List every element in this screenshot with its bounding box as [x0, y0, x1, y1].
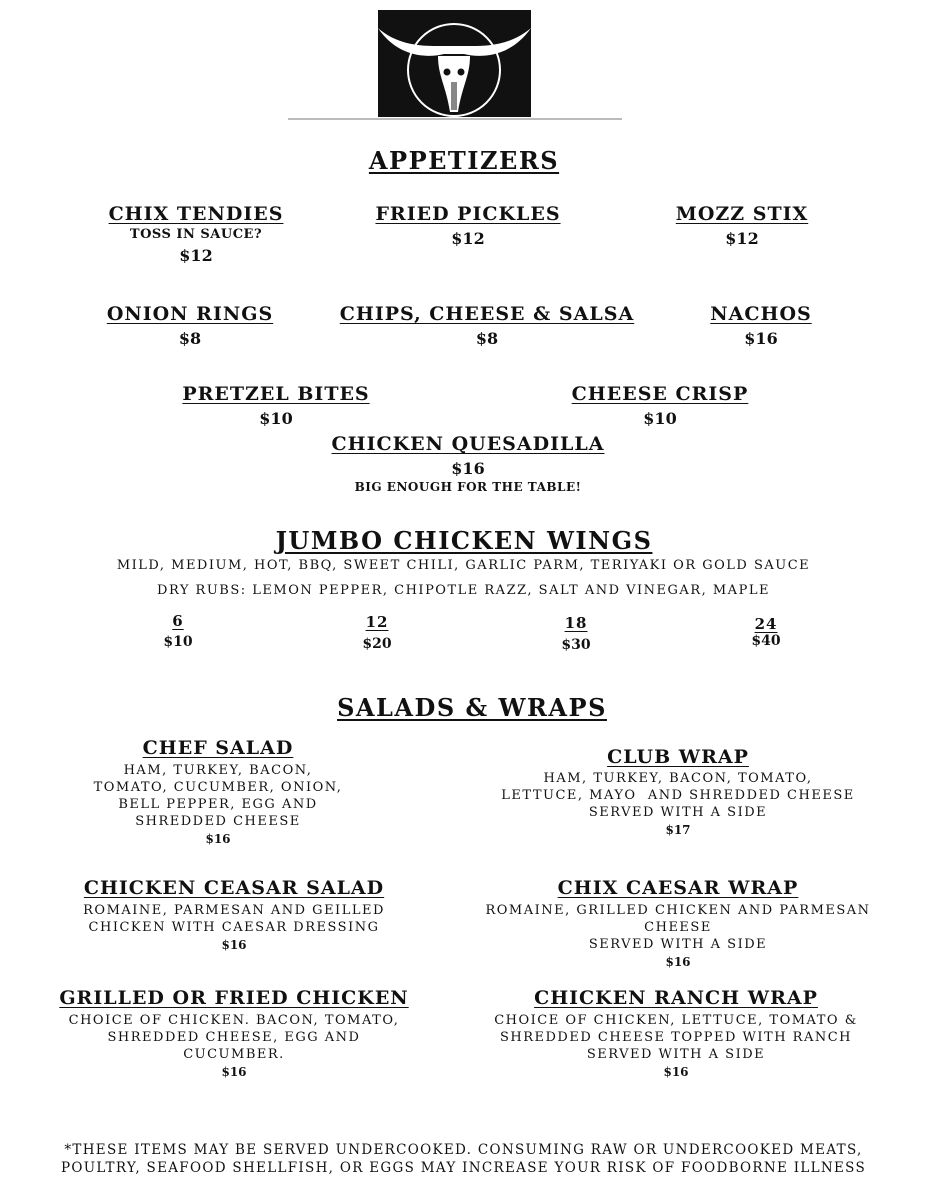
wing-price: $40 — [751, 633, 781, 649]
menu-item — [337, 303, 637, 348]
salad-item — [466, 987, 886, 1079]
item-desc: BELL PEPPER, EGG AND — [118, 797, 318, 812]
item-price: $8 — [178, 329, 202, 348]
item-desc: HAM, TURKEY, BACON, TOMATO, — [543, 771, 813, 786]
item-price: $16 — [451, 459, 485, 478]
item-price: $16 — [221, 1065, 247, 1079]
item-desc: CHICKEN WITH CAESAR DRESSING — [88, 920, 380, 935]
item-name: CHICKEN CEASAR SALAD — [83, 877, 385, 899]
item-price: $16 — [221, 938, 247, 952]
item-name: CHICKEN RANCH WRAP — [534, 987, 818, 1009]
item-desc: ROMAINE, GRILLED CHICKEN AND PARMESAN — [485, 903, 871, 918]
item-price: $17 — [665, 823, 691, 837]
wings-sauces: MILD, MEDIUM, HOT, BBQ, SWEET CHILI, GARLIC PARM, TERIYAKI OR GOLD SAUCE — [116, 558, 811, 573]
wing-size — [726, 615, 806, 649]
item-note: BIG ENOUGH FOR THE TABLE! — [354, 480, 582, 494]
appetizers-heading: APPETIZERS — [368, 146, 560, 175]
item-price: $10 — [259, 409, 293, 428]
disclaimer-line: *THESE ITEMS MAY BE SERVED UNDERCOOKED. CONSUMING RAW OR UNDERCOOKED MEATS, — [64, 1142, 863, 1158]
menu-item — [550, 383, 770, 428]
item-price: $16 — [663, 1065, 689, 1079]
logo-divider — [288, 118, 622, 120]
item-desc: CHOICE OF CHICKEN, LETTUCE, TOMATO & — [494, 1013, 858, 1028]
wings-rubs: DRY RUBS: LEMON PEPPER, CHIPOTLE RAZZ, SALT AND VINEGAR, MAPLE — [157, 583, 770, 598]
item-price: $16 — [665, 955, 691, 969]
menu-item — [80, 303, 300, 348]
wing-count: 6 — [172, 612, 184, 630]
menu-item — [86, 203, 306, 265]
item-name: CHICKEN QUESADILLA — [331, 433, 605, 455]
item-desc: CUCUMBER. — [183, 1047, 285, 1062]
item-name: CHIX CAESAR WRAP — [557, 877, 799, 899]
item-desc: SHREDDED CHEESE, EGG AND — [107, 1030, 361, 1045]
disclaimer-line: POULTRY, SEAFOOD SHELLFISH, OR EGGS MAY INCREASE YOUR RISK OF FOODBORNE ILLNESS — [60, 1160, 867, 1176]
item-name: ONION RINGS — [106, 303, 274, 325]
salads-heading: SALADS & WRAPS — [337, 693, 607, 722]
item-desc: CHEESE — [644, 920, 712, 935]
wing-price: $30 — [561, 637, 591, 653]
wing-size — [536, 614, 616, 653]
item-note: TOSS IN SAUCE? — [129, 227, 263, 242]
item-name: CHEF SALAD — [142, 737, 294, 759]
salad-item — [44, 987, 424, 1079]
item-desc: HAM, TURKEY, BACON, — [123, 763, 313, 778]
logo — [378, 10, 531, 117]
wing-price: $10 — [163, 634, 193, 650]
salad-item — [54, 877, 414, 952]
menu-item — [358, 203, 578, 248]
item-desc: ROMAINE, PARMESAN AND GEILLED — [83, 903, 385, 918]
wing-price: $20 — [362, 636, 392, 652]
item-desc: SERVED WITH A SIDE — [588, 937, 768, 952]
wing-count: 18 — [564, 614, 588, 632]
item-price: $10 — [643, 409, 677, 428]
item-desc: CHOICE OF CHICKEN. BACON, TOMATO, — [68, 1013, 400, 1028]
salad-item — [468, 746, 888, 837]
wing-size — [337, 613, 417, 652]
item-price: $12 — [451, 229, 485, 248]
item-desc: LETTUCE, MAYO AND SHREDDED CHEESE — [501, 788, 855, 803]
wing-count: 12 — [365, 613, 389, 631]
item-desc: SERVED WITH A SIDE — [586, 1047, 766, 1062]
item-name: CLUB WRAP — [607, 746, 749, 768]
menu-item — [318, 433, 618, 494]
menu-item — [632, 203, 852, 248]
menu-item — [686, 303, 836, 348]
item-price: $8 — [475, 329, 499, 348]
salad-item — [468, 877, 888, 969]
item-name: CHIPS, CHEESE & SALSA — [339, 303, 635, 325]
item-name: NACHOS — [710, 303, 812, 325]
item-price: $16 — [744, 329, 778, 348]
item-name: PRETZEL BITES — [182, 383, 370, 405]
wings-heading: JUMBO CHICKEN WINGS — [275, 526, 653, 555]
disclaimer — [20, 1141, 907, 1177]
item-desc: SERVED WITH A SIDE — [588, 805, 768, 820]
item-name: FRIED PICKLES — [375, 203, 561, 225]
item-name: CHIX TENDIES — [108, 203, 284, 225]
longhorn-skull-icon — [378, 10, 531, 117]
item-desc: TOMATO, CUCUMBER, ONION, — [93, 780, 343, 795]
item-name: GRILLED OR FRIED CHICKEN — [59, 987, 409, 1009]
item-price: $12 — [725, 229, 759, 248]
salad-item — [68, 737, 368, 846]
item-desc: SHREDDED CHEESE — [135, 814, 301, 829]
item-desc: SHREDDED CHEESE TOPPED WITH RANCH — [499, 1030, 853, 1045]
wing-count: 24 — [754, 615, 778, 633]
menu-item — [166, 383, 386, 428]
wing-size — [138, 612, 218, 650]
item-name: CHEESE CRISP — [571, 383, 749, 405]
item-price: $12 — [179, 246, 213, 265]
item-price: $16 — [205, 832, 231, 846]
item-name: MOZZ STIX — [675, 203, 809, 225]
